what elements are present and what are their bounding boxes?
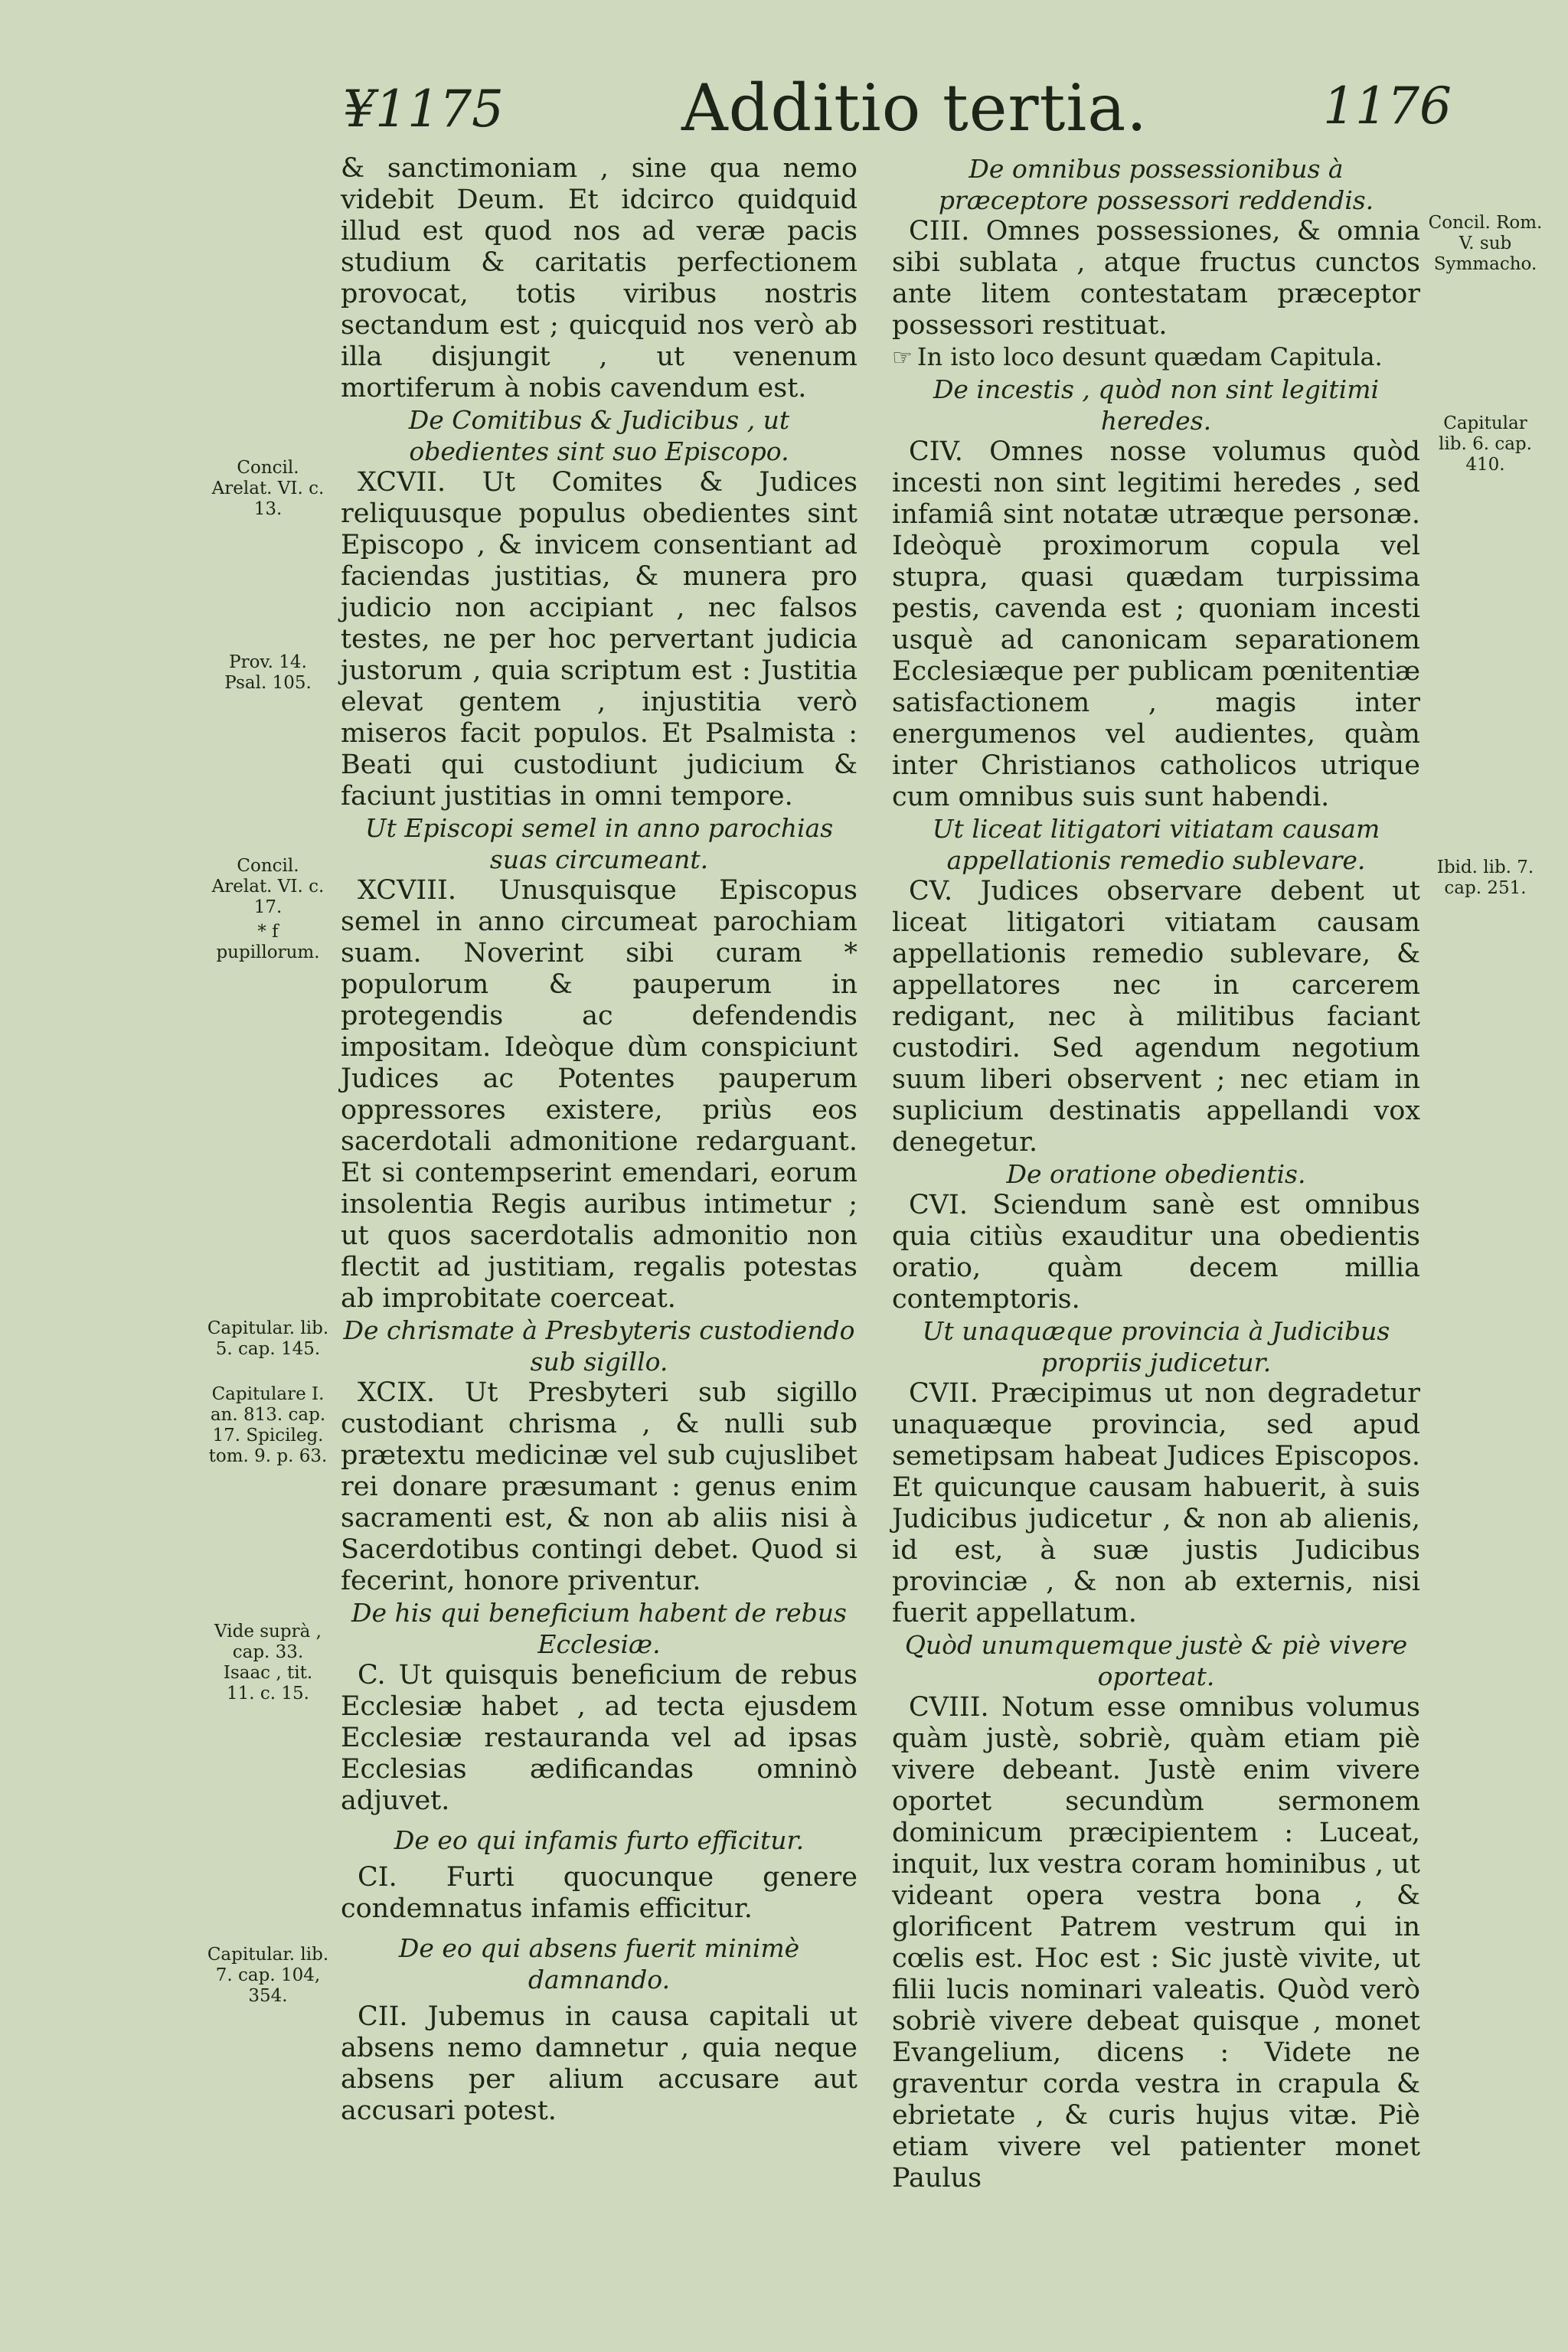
paragraph-cvii: CVII. Præcipimus ut non degradetur unaquæque provincia, sed apud semetipsam habeat Judices Episcopos. Et quicunque causam habuerit, à suis Judicibus judicetur , & non ab alienis, id est, à suæ justis Judicibus provinciæ , & non ab externis, nisi fuerit appellatum. [892,1378,1420,1628]
section-heading: De incestis , quòd non sint legitimi heredes. [933,374,1380,436]
page-title: Additio tertia. [681,70,1148,145]
paragraph-ci: CI. Furti quocunque genere condemnatus infamis efficitur. [341,1862,858,1924]
paragraph-cii: CII. Jubemus in causa capitali ut absens nemo damnetur , quia neque absens per alium accusare aut accusari potest. [341,2001,858,2126]
section-heading: De omnibus possessionibus à præceptore possessori reddendis. [938,154,1374,215]
margin-note-left: Concil. Arelat. VI. c. 13. [211,458,325,519]
paragraph-cvi: CVI. Sciendum sanè est omnibus quia citiùs exauditur una obedientis oratio, quàm decem millia contemptoris. [892,1190,1420,1315]
right-column [892,153,1420,2194]
margin-note-left: * f pupillorum. [216,922,320,962]
left-column [341,153,858,2127]
paragraph-intro: & sanctimoniam , sine qua nemo videbit Deum. Et idcirco quidquid illud est quod nos ad veræ pacis studium & caritatis perfectionem provocat, totis viribus nostris sectandum est ; quicquid nos verò ab illa disjungit , ut venenum mortiferum à nobis cavendum est. [341,153,858,403]
margin-note-right: Concil. Rom. V. sub Symmacho. [1428,213,1543,274]
section-heading: Ut liceat litigatori vitiatam causam appellationis remedio sublevare. [932,814,1380,875]
editorial-note-text: In isto loco desunt quædam Capitula. [916,342,1383,371]
section-heading: De chrismate à Presbyteris custodiendo sub sigillo. [343,1315,855,1377]
page-header [0,70,1568,155]
section-heading: De eo qui absens fuerit minimè damnando. [398,1933,800,1994]
paragraph-c: C. Ut quisquis beneficium de rebus Ecclesiæ habet , ad tecta ejusdem Ecclesiæ restauranda vel ad ipsas Ecclesias ædificandas omninò adjuvet. [341,1660,858,1816]
editorial-note [892,341,1420,374]
margin-note-left: Capitulare I. an. 813. cap. 17. Spicileg. tom. 9. p. 63. [208,1384,328,1466]
section-heading: De eo qui infamis furto efficitur. [394,1825,805,1855]
section-heading: Quòd unumquemque justè & piè vivere oporteat. [904,1630,1408,1691]
page-number-left: ¥1175 [343,80,504,139]
section-heading: Ut unaquæque provincia à Judicibus propriis judicetur. [922,1316,1390,1377]
pointing-hand-icon: ☞ [892,345,913,371]
section-heading: Ut Episcopi semel in anno parochias suas circumeant. [364,813,834,874]
margin-note-left: Capitular. lib. 7. cap. 104, 354. [207,1945,329,2006]
paragraph-civ: CIV. Omnes nosse volumus quòd incesti non sint legitimi heredes , sed infamiâ sint notatæ utræque personæ. Ideòquè proximorum copula vel stupra, quasi quædam turpissima pestis, cavenda est ; quoniam incesti usquè ad canonicam separationem Ecclesiæque per publicam pœnitentiæ satisfactionem , magis inter energumenos vel audientes, quàm inter Christianos catholicos utrique cum omnibus suis sunt habendi. [892,436,1420,812]
section-heading: De his qui beneficium habent de rebus Ecclesiæ. [351,1598,847,1659]
margin-note-right: Ibid. lib. 7. cap. 251. [1436,858,1534,898]
paragraph-xcviii: XCVIII. Unusquisque Episcopus semel in anno circumeat parochiam suam. Noverint sibi curam * populorum & pauperum in protegendis ac defendendis impositam. Ideòque dùm conspiciunt Judices ac Potentes pauperum oppressores existere, priùs eos sacerdotali admonitione redarguant. Et si contempserint emendari, eorum insolentia Regis auribus intimetur ; ut quos sacerdotalis admonitio non flectit ad justitiam, regalis potestas ab improbitate coerceat. [341,875,858,1314]
paragraph-cviii: CVIII. Notum esse omnibus volumus quàm justè, sobriè, quàm etiam piè vivere debeant. Justè enim vivere oportet secundùm sermonem dominicum præcipientem : Luceat, inquit, lux vestra coram hominibus , ut videant opera vestra bona , & glorificent Patrem vestrum qui in cœlis est. Hoc est : Sic justè vivite, ut filii lucis nominari valeatis. Quòd verò sobriè vivere debeat quisque , monet Evangelium, dicens : Videte ne graventur corda vestra in crapula & ebrietate , & curis hujus vitæ. Piè etiam vivere vel patienter monet Paulus [892,1692,1420,2194]
section-heading: De oratione obedientis. [1006,1159,1306,1189]
margin-note-left: Prov. 14. Psal. 105. [224,652,312,693]
paragraph-xcvii: XCVII. Ut Comites & Judices reliquusque populus obedientes sint Episcopo , & invicem consentiant ad faciendas justitias, & munera pro judicio non accipiant , nec falsos testes, ne per hoc pervertant judicia justorum , quia scriptum est : Justitia elevat gentem , injustitia verò miseros facit populos. Et Psalmista : Beati qui custodiunt judicium & faciunt justitias in omni tempore. [341,467,858,812]
paragraph-ciii: CIII. Omnes possessiones, & omnia sibi sublata , atque fructus cunctos ante litem contestatam præceptor possessori restituat. [892,216,1420,341]
section-heading: De Comitibus & Judicibus , ut obedientes sint suo Episcopo. [408,405,790,466]
margin-note-left: Concil. Arelat. VI. c. 17. [211,856,325,917]
paragraph-xcix: XCIX. Ut Presbyteri sub sigillo custodiant chrisma , & nulli sub prætextu medicinæ vel sub cujuslibet rei donare præsumant : genus enim sacramenti est, & non ab aliis nisi à Sacerdotibus contingi debet. Quod si fecerint, honore priventur. [341,1377,858,1596]
page-number-right: 1176 [1323,77,1452,136]
margin-note-left: Vide suprà , cap. 33. Isaac , tit. 11. c. 15. [214,1622,322,1704]
margin-note-right: Capitular lib. 6. cap. 410. [1439,413,1532,475]
margin-note-left: Capitular. lib. 5. cap. 145. [207,1318,329,1359]
paragraph-cv: CV. Judices observare debent ut liceat litigatori vitiatam causam appellationis remedio sublevare, & appellatores nec in carcerem redigant, nec à militibus faciant custodiri. Sed agendum negotium suum liberi observent ; nec etiam in suplicium destinatis appellandi vox denegetur. [892,876,1420,1158]
